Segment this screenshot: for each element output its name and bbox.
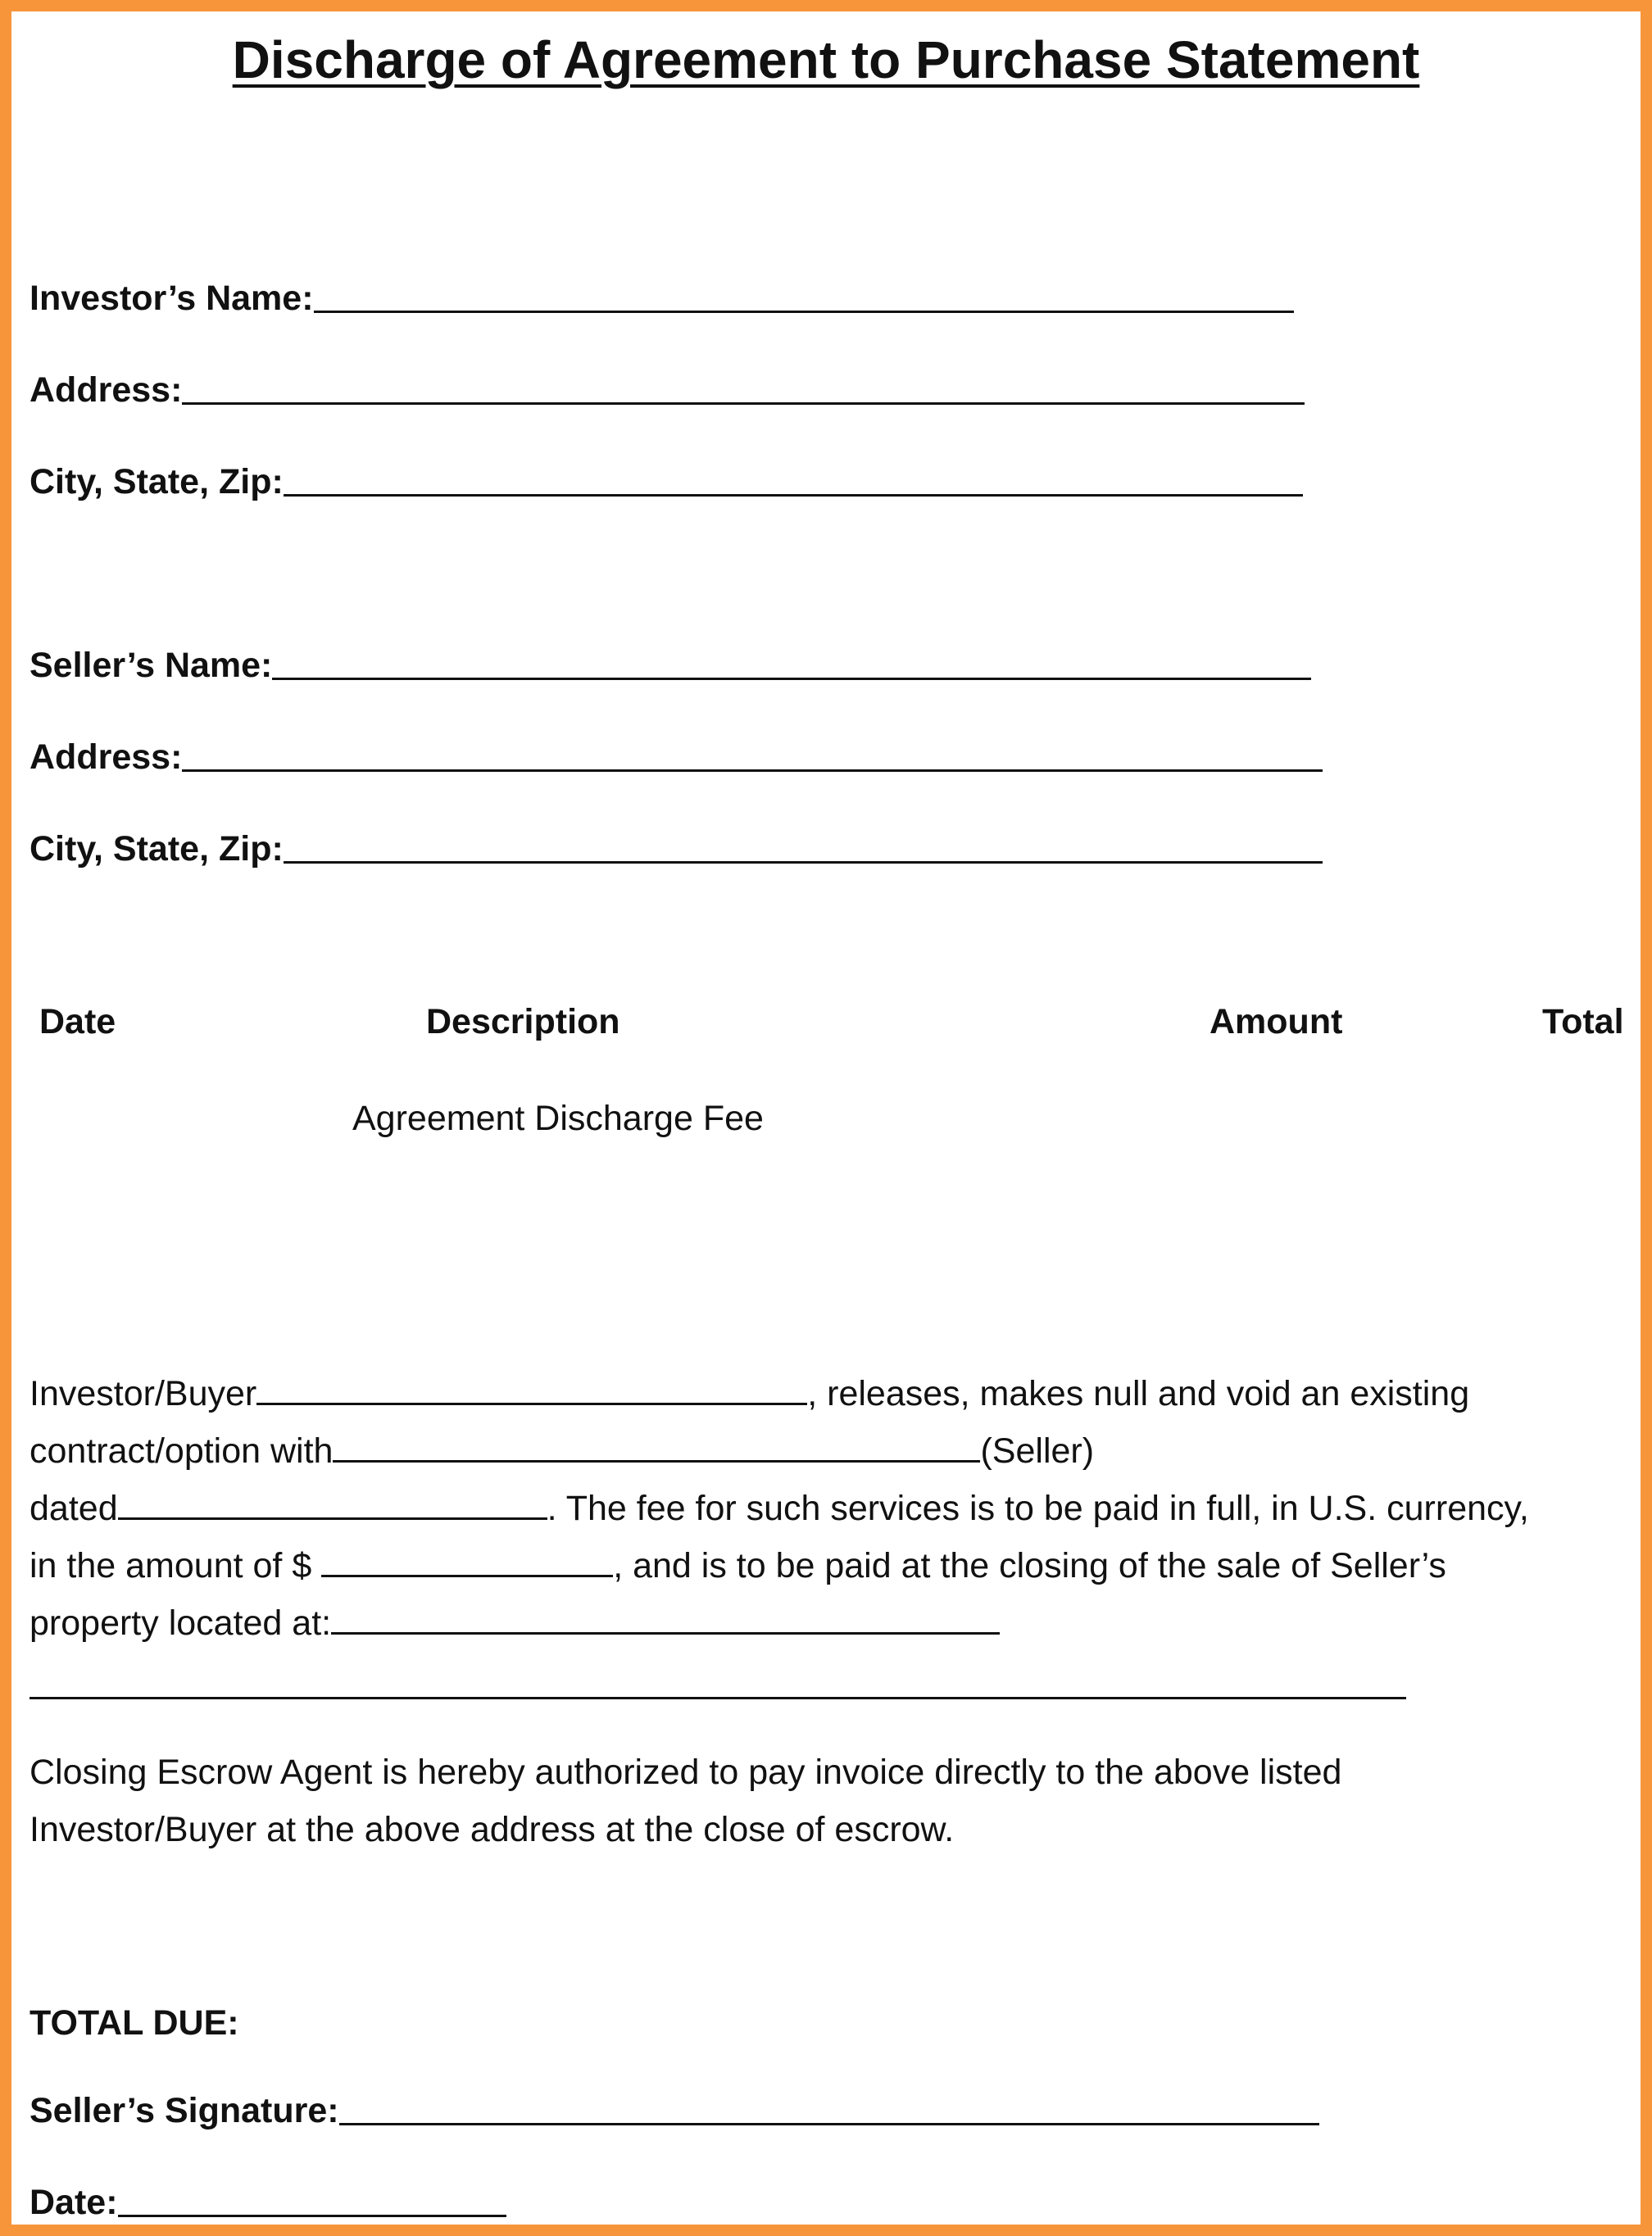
investor-buyer-blank[interactable] [256,1402,807,1405]
seller-address-line[interactable] [182,769,1323,772]
release-line-2 [30,1431,1095,1471]
signature-date-label: Date: [30,2183,118,2222]
column-header-date: Date [39,1002,116,1041]
investor-name-field[interactable] [30,270,1294,316]
release-line-5 [30,1603,1000,1643]
seller-city-field[interactable] [30,821,1323,867]
seller-city-line[interactable] [284,860,1323,864]
seller-city-label: City, State, Zip: [30,829,284,869]
page-title: Discharge of Agreement to Purchase Statement [232,30,1420,89]
column-header-total: Total [1542,1002,1624,1041]
column-header-amount: Amount [1210,1002,1343,1041]
release-line-1-start: Investor/Buyer [30,1374,257,1413]
seller-signature-line[interactable] [339,2122,1319,2125]
dated-blank[interactable] [118,1517,547,1520]
release-line-2-start: contract/option with [30,1431,334,1471]
release-line-3 [30,1491,1529,1526]
property-location-blank[interactable] [331,1631,1000,1635]
seller-signature-field[interactable] [30,2083,1319,2129]
seller-name-field[interactable] [30,637,1311,683]
signature-date-field[interactable] [30,2175,506,2220]
release-line-3-end: . The fee for such services is to be paid in full, in U.S. currency, [547,1489,1529,1528]
investor-address-line[interactable] [182,401,1305,405]
total-due-label: TOTAL DUE: [30,2003,239,2043]
investor-address-field[interactable] [30,362,1305,408]
column-header-description: Description [426,1002,620,1041]
seller-address-field[interactable] [30,729,1323,775]
release-line-3-start: dated [30,1489,118,1528]
investor-name-label: Investor’s Name: [30,279,314,318]
table-row-description: Agreement Discharge Fee [352,1099,764,1138]
seller-signature-label: Seller’s Signature: [30,2091,339,2130]
investor-name-line[interactable] [314,310,1294,313]
seller-name-label: Seller’s Name: [30,646,273,685]
release-line-4-end: , and is to be paid at the closing of the sale of Seller’s [613,1546,1446,1585]
investor-address-label: Address: [30,370,183,410]
amount-blank[interactable] [321,1574,613,1577]
signature-date-line[interactable] [118,2214,506,2217]
property-location-continuation-line[interactable] [30,1696,1406,1699]
release-line-4 [30,1546,1446,1585]
seller-name-line[interactable] [272,677,1311,680]
investor-city-field[interactable] [30,454,1303,500]
seller-contract-blank[interactable] [333,1459,980,1463]
escrow-line-2: Investor/Buyer at the above address at the close of escrow. [30,1810,955,1849]
release-line-4-start: in the amount of $ [30,1546,322,1585]
investor-city-line[interactable] [284,493,1303,497]
investor-city-label: City, State, Zip: [30,462,284,501]
escrow-line-1: Closing Escrow Agent is hereby authorized to pay invoice directly to the above listed [30,1753,1342,1792]
seller-address-label: Address: [30,737,183,777]
release-line-5-start: property located at: [30,1603,332,1643]
release-line-1 [30,1374,1470,1413]
release-line-2-end: (Seller) [980,1431,1095,1471]
release-line-1-end: , releases, makes null and void an existing [807,1374,1470,1413]
